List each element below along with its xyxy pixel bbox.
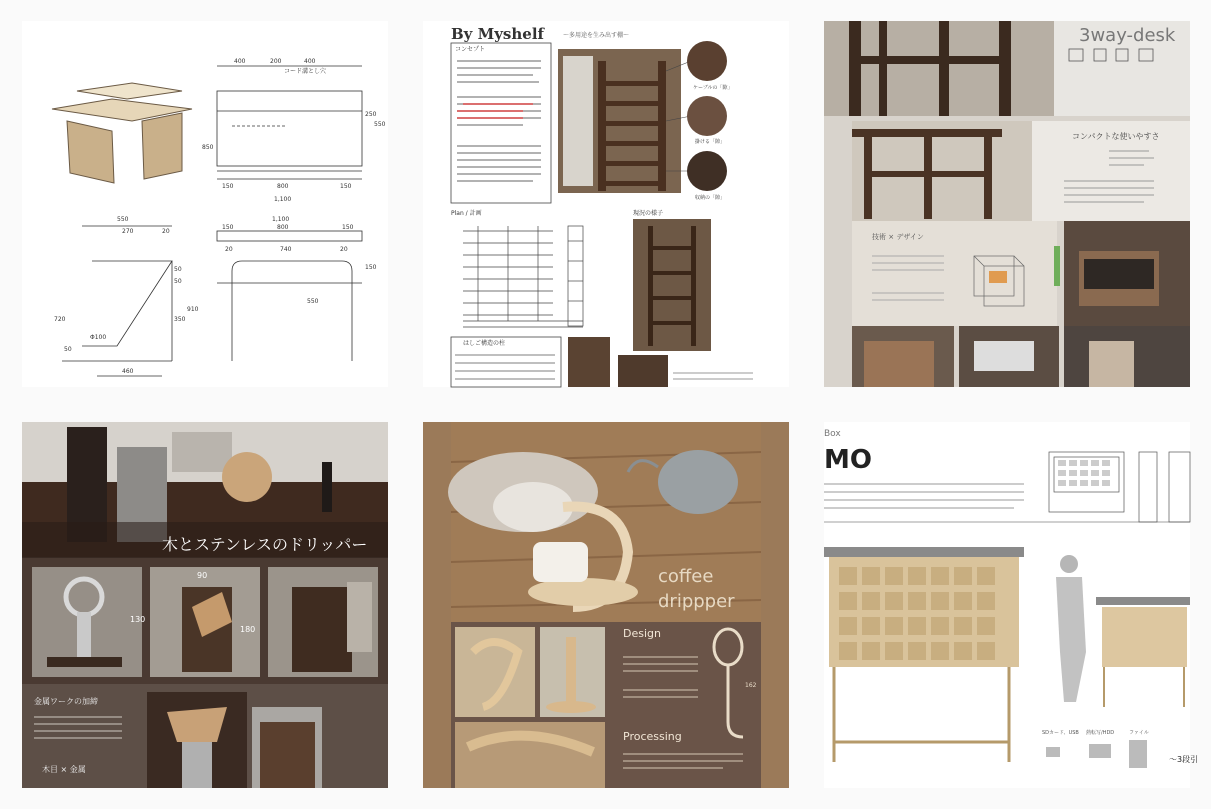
dim-label: 250: [365, 111, 377, 118]
dim-label: 550: [117, 216, 129, 223]
post-subtitle: ～多用途を生み出す棚～: [563, 32, 630, 39]
small-label: 熱転写/HDD: [1086, 730, 1115, 736]
processing-label: Processing: [623, 730, 682, 743]
dim-label: Φ100: [90, 334, 107, 341]
post-tile-4[interactable]: [22, 422, 388, 788]
dim-label: コード溝とし穴: [284, 68, 327, 75]
small-label: ～3段引: [1169, 755, 1199, 764]
dim-label: 150: [222, 224, 234, 231]
dim-label: 50: [174, 278, 182, 285]
post-tile-1[interactable]: [22, 21, 388, 387]
dim-label: 162: [745, 682, 757, 689]
dim-label: 150: [222, 183, 234, 190]
section-heading: 技術 × デザイン: [872, 233, 924, 241]
post-title: By Myshelf: [451, 25, 544, 43]
small-label: SDカード、USB: [1042, 730, 1079, 736]
dim-label: 400: [304, 58, 316, 65]
dim-label: 50: [174, 266, 182, 273]
title-line2: drippper: [658, 591, 735, 612]
dim-label: 800: [277, 224, 289, 231]
dim-label: 200: [270, 58, 282, 65]
sub-label: 金属ワークの加締: [34, 697, 98, 706]
photo-label: 現況の様子: [633, 210, 664, 217]
box-label: Box: [824, 429, 841, 439]
concept-label: コンセプト: [455, 46, 486, 53]
dim-label: 20: [162, 228, 170, 235]
post-title: 3way-desk: [1079, 25, 1176, 46]
dim-label: 130: [130, 615, 146, 624]
threeway-desk-board: [824, 21, 1190, 387]
dim-label: 800: [277, 183, 289, 190]
box-cabinet-board: [824, 422, 1199, 788]
dim-label: 90: [197, 571, 208, 580]
technical-drawing: [22, 21, 388, 387]
section-heading: コンパクトな使いやすさ: [1072, 132, 1160, 141]
coffee-dripper-board: [423, 422, 789, 788]
post-tile-5[interactable]: [423, 422, 789, 788]
material-label: 木目 × 金属: [42, 765, 86, 774]
callout-label: ケーブルの「隙」: [693, 85, 733, 91]
dim-label: 850: [202, 144, 214, 151]
post-title: 木とステンレスのドリッパー: [162, 535, 368, 554]
callout-label: 収納の「隙」: [695, 195, 726, 201]
dim-label: 720: [54, 316, 66, 323]
dim-label: 20: [225, 246, 233, 253]
small-label: ファイル: [1129, 730, 1149, 736]
dim-label: 270: [122, 228, 134, 235]
dim-label: 460: [122, 368, 134, 375]
dim-label: 150: [342, 224, 354, 231]
post-tile-2[interactable]: [423, 21, 789, 387]
dim-label: 550: [374, 121, 386, 128]
dim-label: 150: [340, 183, 352, 190]
post-tile-3[interactable]: [824, 21, 1190, 387]
post-tile-6[interactable]: [824, 422, 1199, 788]
title-line1: coffee: [658, 566, 714, 587]
dim-label: 740: [280, 246, 292, 253]
dripper-board: [22, 422, 388, 788]
dim-label: 180: [240, 625, 256, 634]
callout-label: 掛ける「隙」: [695, 139, 726, 145]
dim-label: 150: [365, 264, 377, 271]
dim-label: 910: [187, 306, 199, 313]
dim-label: 1,100: [272, 216, 290, 223]
myshelf-board: [423, 21, 789, 387]
dim-label: 400: [234, 58, 246, 65]
plan-label: Plan / 計画: [451, 210, 482, 217]
dim-label: 20: [340, 246, 348, 253]
post-title: MO: [824, 445, 872, 475]
dim-label: 50: [64, 346, 72, 353]
dim-label: 550: [307, 298, 319, 305]
dim-label: 1,100: [274, 196, 292, 203]
design-label: Design: [623, 627, 661, 640]
dim-label: 350: [174, 316, 186, 323]
ladder-label: はしご構造の柱: [463, 340, 506, 347]
